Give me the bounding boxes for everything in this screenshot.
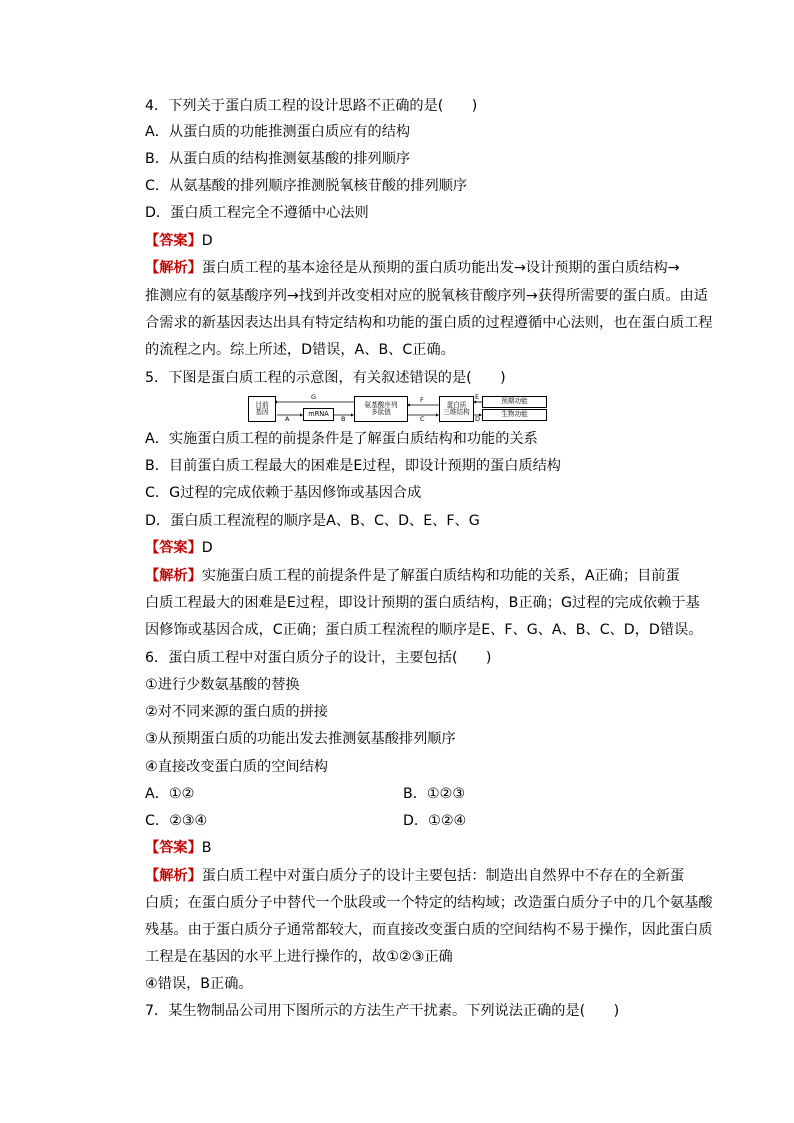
analysis-text: 蛋白质工程的基本途径是从预期的蛋白质功能出发→设计预期的蛋白质结构→ (201, 260, 680, 276)
protein-engineering-diagram (248, 395, 546, 423)
q4-option-b: B．从蛋白质的结构推测氨基酸的排列顺序 (145, 151, 411, 167)
box-text: mRNA (308, 409, 329, 418)
box-text: 预期功能 (501, 397, 528, 406)
box-text: 基因 (255, 408, 269, 416)
box-mrna (303, 408, 334, 421)
q4-option-a: A．从蛋白质的功能推测蛋白质应有的结构 (145, 124, 411, 140)
q4-option-c: C．从氨基酸的排列顺序推测脱氧核苷酸的排列顺序 (145, 178, 468, 194)
q4-analysis-line-1 (145, 258, 678, 278)
q4-answer (145, 231, 213, 251)
q6-option-c: C．②③④ (145, 813, 208, 829)
answer-value: D (201, 540, 213, 556)
analysis-tag: 【解析】 (145, 568, 202, 584)
box-text: 蛋白质 (446, 400, 467, 409)
q5-stem: 5．下图是蛋白质工程的示意图，有关叙述错误的是( ) (145, 370, 506, 386)
q5-analysis-line-3: 因修饰或基因合成，C正确；蛋白质工程流程的顺序是E、F、G、A、B、C、D，D错误。 (145, 622, 703, 638)
q5-answer (145, 538, 213, 558)
analysis-text: 蛋白质工程中对蛋白质分子的设计主要包括：制造出自然界中不存在的全新蛋 (201, 868, 685, 884)
q6-stem: 6．蛋白质工程中对蛋白质分子的设计，主要包括( ) (145, 650, 492, 666)
q6-analysis-line-2: 白质；在蛋白质分子中替代一个肽段或一个特定的结构域；改造蛋白质分子中的几个氨基酸 (145, 895, 713, 911)
answer-value: B (201, 840, 212, 856)
label-e: E (475, 393, 480, 401)
q6-answer (145, 838, 212, 858)
analysis-text: 实施蛋白质工程的前提条件是了解蛋白质结构和功能的关系，A正确；目前蛋 (201, 568, 680, 584)
analysis-tag: 【解析】 (145, 260, 202, 276)
q6-item-3: ③从预期蛋白质的功能出发去推测氨基酸排列顺序 (145, 731, 456, 747)
q5-option-d: D．蛋白质工程流程的顺序是A、B、C、D、E、F、G (145, 513, 480, 529)
q6-option-d: D．①②④ (403, 813, 467, 829)
box-text: 多肽链 (371, 408, 391, 416)
label-g: G (311, 393, 317, 401)
label-c: C (420, 415, 425, 423)
box-text: 目前 (255, 400, 269, 409)
q6-item-4: ④直接改变蛋白质的空间结构 (145, 759, 328, 775)
q6-item-2: ②对不同来源的蛋白质的拼接 (145, 704, 328, 720)
q4-analysis-line-3: 合需求的新基因表达出具有特定结构和功能的蛋白质的过程遵循中心法则，也在蛋白质工程 (145, 315, 713, 331)
q5-analysis-line-1 (145, 566, 678, 586)
answer-tag: 【答案】 (145, 540, 202, 556)
analysis-tag: 【解析】 (145, 868, 202, 884)
q6-analysis-line-3: 残基。由于蛋白质分子通常都较大，而直接改变蛋白质的空间结构不易于操作，因此蛋白质 (145, 922, 713, 938)
answer-tag: 【答案】 (145, 840, 202, 856)
q4-option-d: D．蛋白质工程完全不遵循中心法则 (145, 205, 369, 221)
box-text: 氨基酸序列 (364, 400, 398, 409)
box-amino-acid-sequence (354, 396, 408, 422)
q5-option-c: C．G过程的完成依赖于基因修饰或基因合成 (145, 485, 422, 501)
box-target-gene (248, 396, 276, 422)
q5-option-a: A．实施蛋白质工程的前提条件是了解蛋白质结构和功能的关系 (145, 431, 538, 447)
q6-analysis-line-5: ④错误，B正确。 (145, 976, 253, 992)
label-a: A (285, 415, 290, 423)
box-protein-structure (439, 396, 474, 422)
label-b: B (341, 415, 346, 423)
q6-option-a: A．①② (145, 786, 195, 802)
q4-analysis-line-4: 的流程之内。综上所述，D错误，A、B、C正确。 (145, 342, 455, 358)
box-biological-function (482, 409, 547, 421)
q6-analysis-line-1 (145, 866, 685, 886)
box-text: 生物功能 (501, 410, 528, 419)
q6-analysis-line-4: 工程是在基因的水平上进行操作的，故①②③正确 (145, 949, 453, 965)
label-f: F (420, 396, 424, 404)
answer-value: D (201, 233, 213, 249)
box-expected-function (482, 396, 547, 408)
q4-stem: 4．下列关于蛋白质工程的设计思路不正确的是( ) (145, 98, 478, 114)
q5-analysis-line-2: 白质工程最大的困难是E过程，即设计预期的蛋白质结构，B正确；G过程的完成依赖于基 (145, 595, 700, 611)
q5-option-b: B．目前蛋白质工程最大的困难是E过程，即设计预期的蛋白质结构 (145, 458, 561, 474)
q6-item-1: ①进行少数氨基酸的替换 (145, 677, 300, 693)
q4-analysis-line-2: 推测应有的氨基酸序列→找到并改变相对应的脱氧核苷酸序列→获得所需要的蛋白质。由适 (145, 288, 708, 304)
q7-stem: 7．某生物制品公司用下图所示的方法生产干扰素。下列说法正确的是( ) (145, 1003, 620, 1019)
box-text: 三维结构 (443, 408, 470, 416)
answer-tag: 【答案】 (145, 233, 202, 249)
q6-option-b: B．①②③ (403, 786, 466, 802)
label-d: D (475, 415, 481, 423)
